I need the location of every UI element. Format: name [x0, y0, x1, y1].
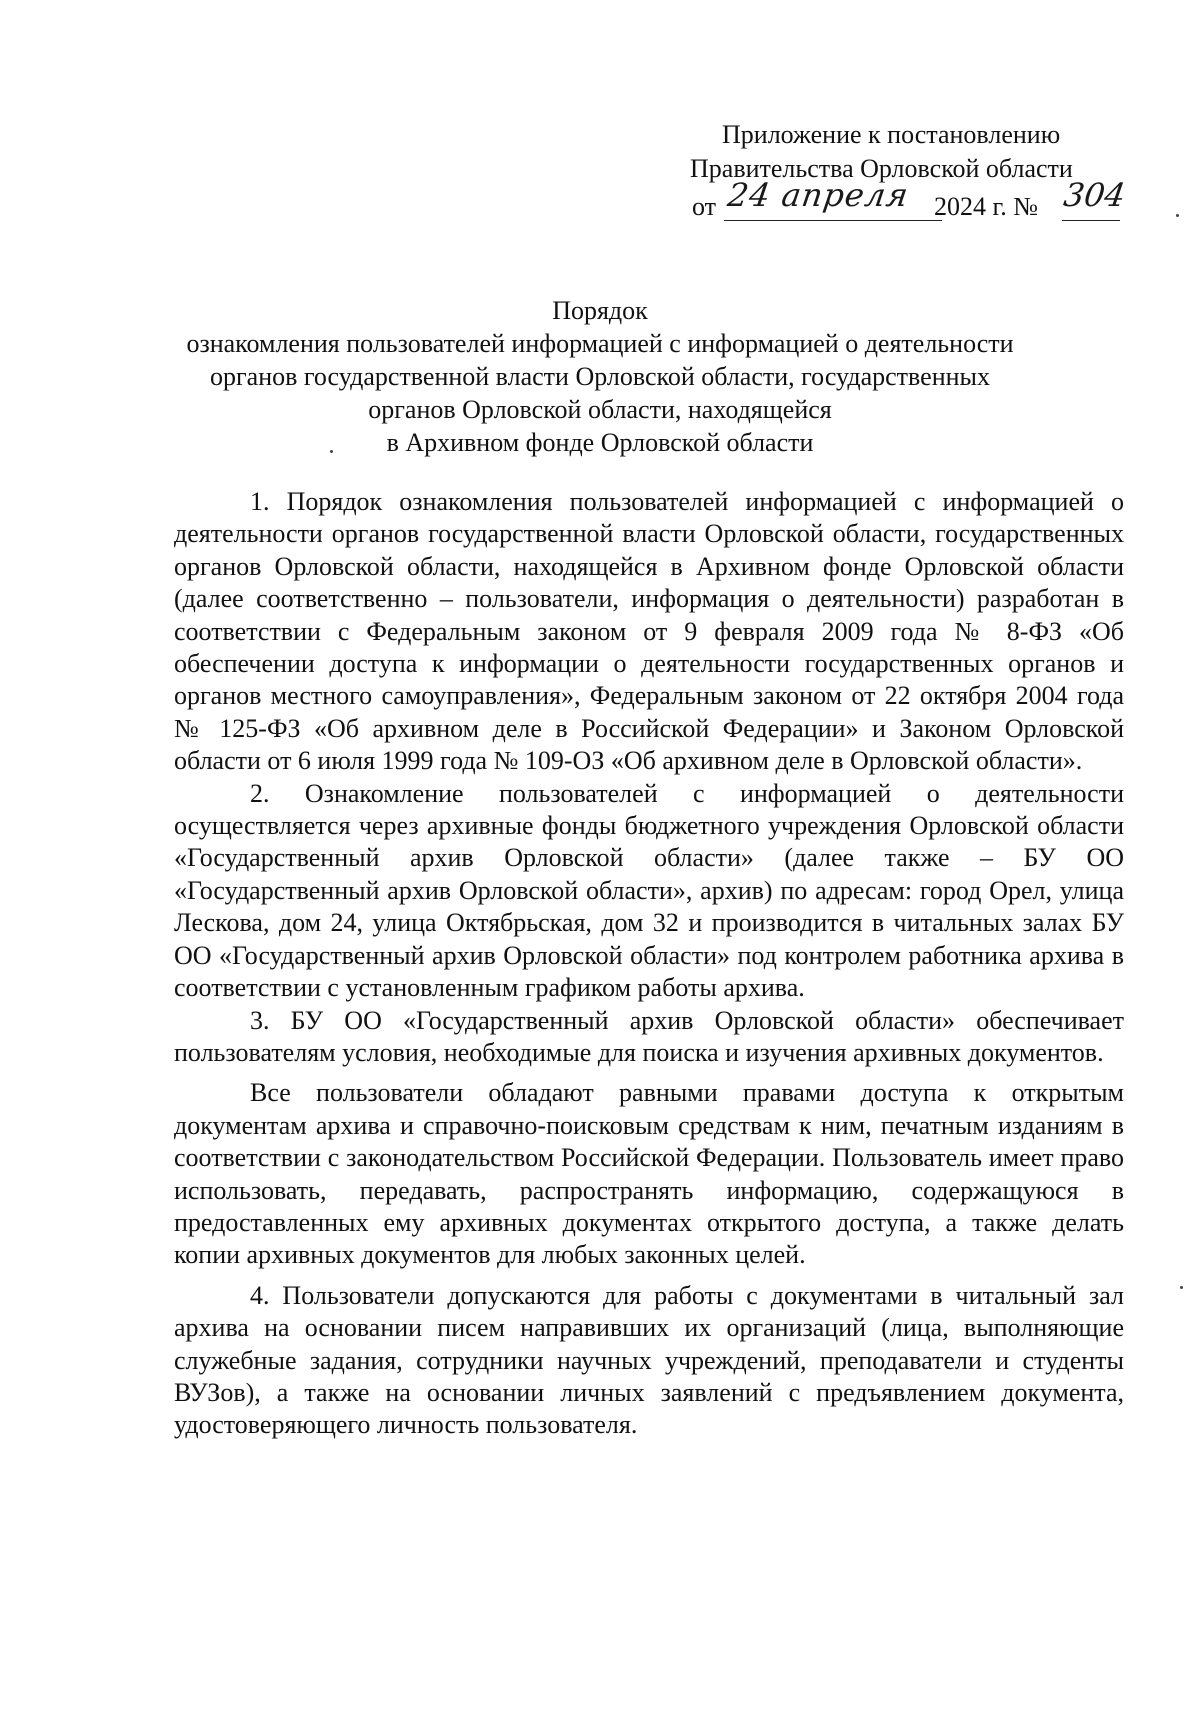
paragraph-3: 3. БУ ОО «Государственный архив Орловской области» обеспечивает пользователям условия, необходимые для поиска и изучения архивных документов.: [174, 1005, 1124, 1067]
title-line: ознакомления пользователей информацией с информацией о деятельности: [186, 329, 1014, 358]
paragraph-2: 2. Ознакомление пользователей с информацией о деятельности осуществляется через архивные фонды бюджетного учреждения Орловской области «Государственный архив Орловской области» (далее также – БУ ОО «Государственный архив Орловской области», архив) по адресам: город Орел, улица Лескова, дом 24, улица Октябрьская, дом 32 и производится в читальных залах БУ ОО «Государственный архив Орловской области» под контролем работника архива в соответствии с установленным графиком работы архива.: [174, 778, 1124, 1003]
handwritten-date: 24 апреля: [725, 176, 912, 214]
date-prefix-label: от: [692, 192, 717, 221]
paragraph-4: Все пользователи обладают равными правами доступа к открытым документам архива и справочно-поисковым средствам к ним, печатным изданиям в соответствии с законодательством Российской Федерации. Пользователь имеет право использовать, передавать, распространять информацию, содержащуюся в предоставленных ему архивных документах открытого доступа, а также делать копии архивных документов для любых законных целей.: [174, 1078, 1124, 1270]
appendix-note: [690, 118, 1130, 228]
paragraph-5: 4. Пользователи допускаются для работы с документами в читальный зал архива на основании писем направивших их организаций (лица, выполняющие служебные задания, сотрудники научных учреждений, преподаватели и студенты ВУЗов), а также на основании личных заявлений с предъявлением документа, удостоверяющего личность пользователя.: [174, 1280, 1124, 1440]
handwritten-number: 304: [1061, 176, 1128, 214]
title-line: органов Орловской области, находящейся: [368, 395, 832, 424]
paragraph-1: 1. Порядок ознакомления пользователей информацией с информацией о деятельности органов государственной власти Орловской области, государственных органов Орловской области, находящейся в Архивном фонде Орловской области (далее соответственно – пользователи, информация о деятельности) разработан в соответствии с Федеральным законом от 9 февраля 2009 года № 8-ФЗ «Об обеспечении доступа к информации о деятельности государственных органов и органов местного самоуправления», Федеральным законом от 22 октября 2004 года № 125-ФЗ «Об архивном деле в Российской Федерации» и Законом Орловской области от 6 июля 1999 года № 109-ОЗ «Об архивном деле в Орловской области».: [174, 487, 1124, 776]
appendix-line-2: Правительства Орловской области: [690, 154, 1073, 183]
title-line: в Архивном фонде Орловской области: [386, 428, 814, 457]
title-line: органов государственной власти Орловской области, государственных: [209, 362, 991, 391]
number-underline: [1062, 220, 1120, 221]
scan-speck: [1176, 214, 1179, 217]
document-body: [174, 486, 1124, 1442]
year-number-label: 2024 г. №: [934, 192, 1039, 221]
scan-speck: [330, 450, 333, 453]
scan-speck: [1180, 1286, 1183, 1289]
document-title: [150, 294, 1050, 459]
appendix-line-1: Приложение к постановлению: [722, 120, 1061, 149]
title-heading: Порядок: [552, 296, 648, 325]
appendix-date-number-line: [690, 176, 1130, 228]
date-underline: [724, 220, 942, 221]
